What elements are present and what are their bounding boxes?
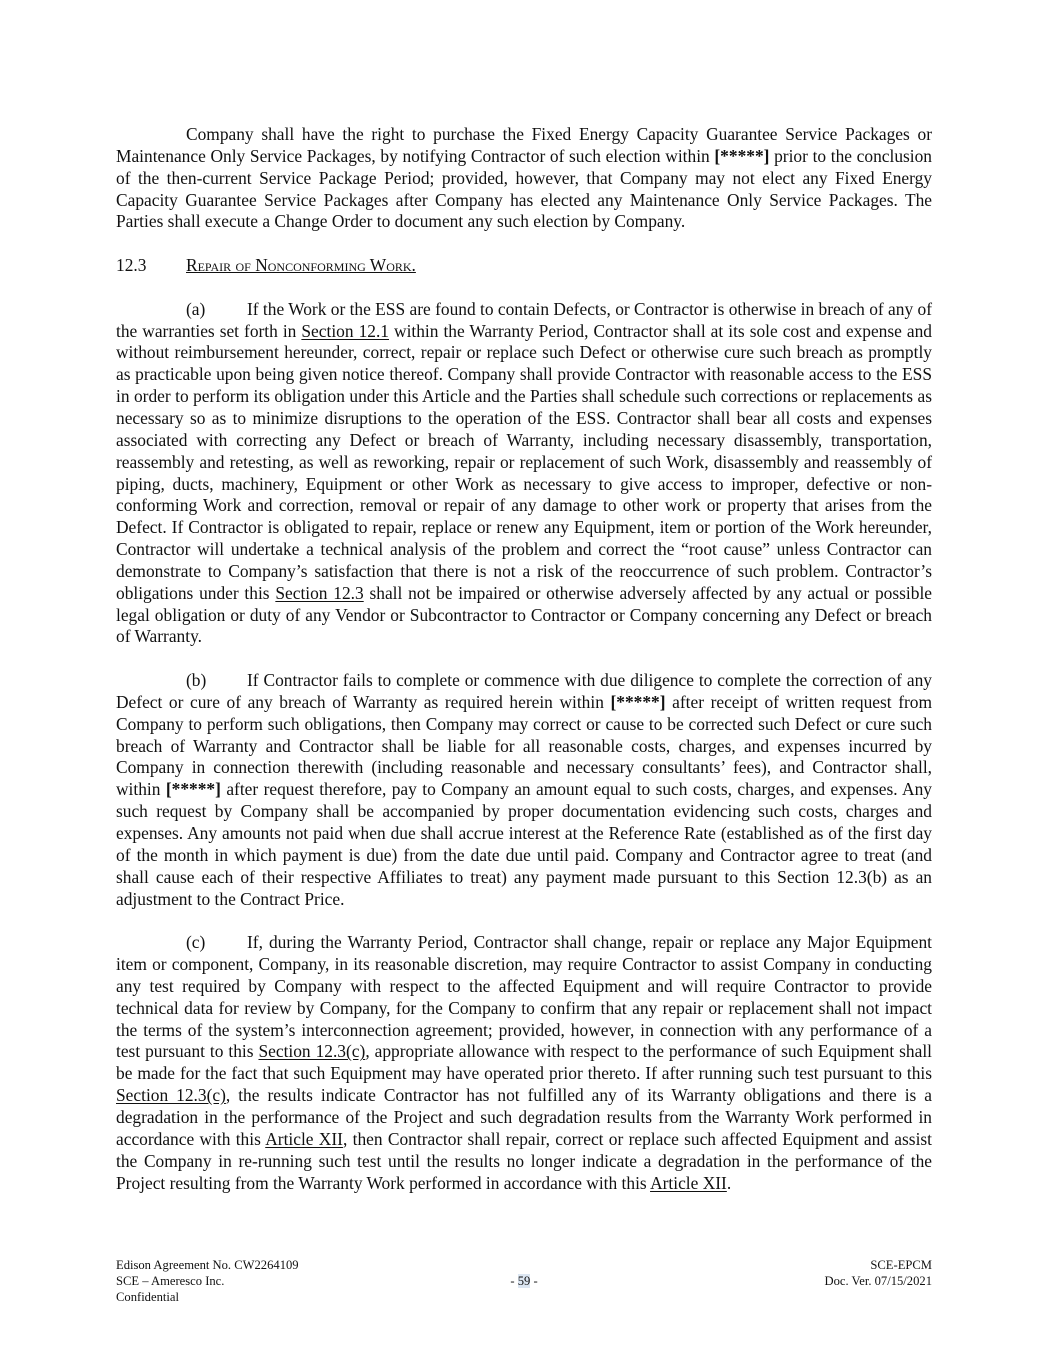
text-run: . <box>726 1172 732 1193</box>
text-run: Company shall have the right to purchase the Fixed Energy Capacity Guarantee Service Packages or Maintenance Only Service Packages, by notifying Contractor of such election within <box>116 124 932 166</box>
section-title: Repair of Nonconforming Work. <box>186 255 416 276</box>
subparagraph-label: (a) <box>186 298 206 319</box>
footer-right <box>824 1257 932 1289</box>
subparagraph-label: (c) <box>186 932 206 953</box>
parties: SCE – Ameresco Inc. <box>116 1274 225 1288</box>
page-suffix: - <box>530 1274 538 1288</box>
cross-reference-link[interactable]: Article XII <box>650 1172 727 1193</box>
cross-reference-link[interactable]: Article XII <box>265 1128 343 1149</box>
page-prefix: - <box>510 1274 518 1288</box>
redacted-term: [*****] <box>714 145 770 166</box>
document-code: SCE-EPCM <box>870 1258 932 1272</box>
confidential-label: Confidential <box>116 1290 179 1304</box>
text-run: If, during the Warranty Period, Contractor shall change, repair or replace any Major Equipment item or component, Company, in its reasonable discretion, may require Contractor to assist Company in conducting any test required by Company with respect to the affected Equipment and will require Contractor to provide technical data for review by Company, for the Company to confirm that any repair or replacement shall not impact the terms of the system’s interconnection agreement; provided, however, in connection with any performance of a test pursuant to this <box>116 932 932 1062</box>
section-heading <box>116 255 932 277</box>
text-run: within the Warranty Period, Contractor shall at its sole cost and expense and without reimbursement hereunder, correct, repair or replace such Defect or otherwise cure such breach as promptly as practicable upon being given notice thereof. Company shall provide Contractor with reasonable access to the ESS in order to perform its obligation under this Article and the Parties shall schedule such corrections or replacements as necessary so as to minimize disruptions to the operation of the ESS. Contractor shall bear all costs and expenses associated with correcting any Defect or breach of Warranty, including necessary disassembly, transportation, reassembly and retesting, as well as reworking, repair or replacement of such Work, disassembly and reassembly of piping, ducts, machinery, Equipment or other Work as necessary to give access to improper, defective or non-conforming Work and correction, removal or repair of any damage to other work or property that arises from the Defect. If Contractor is obligated to repair, replace or renew any Equipment, item or portion of the Work hereunder, Contractor will undertake a technical analysis of the problem and correct the “root cause” unless Contractor can demonstrate to Company’s satisfaction that there is not a risk of the reoccurrence of such problem. Contractor’s obligations under this <box>116 320 932 603</box>
text-run: after request therefore, pay to Company an amount equal to such costs, charges, and expenses. Any such request by Company shall be accompanied by proper documentation evidencing such costs, charges and expenses. Any amounts not paid when due shall accrue interest at the Reference Rate (established as of the first day of the month in which payment is due) from the date due until paid. Company and Contractor agree to treat (and shall cause each of their respective Affiliates to treat) any payment made pursuant to this Section 12.3(b) as an adjustment to the Contract Price. <box>116 779 932 909</box>
text-run: after receipt of written request from Company to perform such obligations, then Company may correct or cause to be corrected such Defect or cure such breach of Warranty and Contractor shall be liable for all reasonable costs, charges, and expenses incurred by Company in connection therewith (including reasonable and necessary consultants’ fees), and Contractor shall, within <box>116 691 932 800</box>
text-run: , then Contractor shall repair, correct or replace such affected Equipment and assist the Company in re-running such test until the results no longer indicate a degradation in the performance of the Project resulting from the Warranty Work performed in accordance with this <box>116 1128 932 1193</box>
text-run: , appropriate allowance with respect to the performance of such Equipment shall be made for the fact that such Equipment may have operated prior thereto. If after running such test pursuant to this <box>116 1041 932 1084</box>
document-body <box>116 124 932 1216</box>
text-run: shall not be impaired or otherwise adversely affected by any actual or possible legal obligation or duty of any Vendor or Subcontractor to Contractor or Company concerning any Defect or breach of Warranty. <box>116 582 932 647</box>
subparagraph-label: (b) <box>186 670 207 691</box>
section-number: 12.3 <box>116 255 147 276</box>
cross-reference-link[interactable]: Section 12.3(c) <box>258 1041 366 1062</box>
subparagraph-b <box>116 670 932 910</box>
redacted-term: [*****] <box>610 691 666 712</box>
redacted-term: [*****] <box>165 779 221 800</box>
page-number-value: 59 <box>517 1274 531 1288</box>
subparagraph-a <box>116 299 932 649</box>
document-version: Doc. Ver. 07/15/2021 <box>824 1274 932 1288</box>
text-run: , the results indicate Contractor has not fulfilled any of its Warranty obligations and there is a degradation in the performance of the Project and such degradation results from the Warranty Work performed in accordance with this <box>116 1085 932 1149</box>
agreement-number: Edison Agreement No. CW2264109 <box>116 1258 299 1272</box>
intro-paragraph <box>116 124 932 233</box>
cross-reference-link[interactable]: Section 12.1 <box>301 320 389 341</box>
text-run: prior to the conclusion of the then-current Service Package Period; provided, however, that Company may not elect any Fixed Energy Capacity Guarantee Service Packages after Company has elected any Maintenance Only Service Packages. The Parties shall execute a Change Order to document any such election by Company. <box>116 145 933 232</box>
text-run: If Contractor fails to complete or commence with due diligence to complete the correction of any Defect or cure of any breach of Warranty as required herein within <box>116 670 932 712</box>
text-run: If the Work or the ESS are found to contain Defects, or Contractor is otherwise in breach of any of the warranties set forth in <box>116 298 933 341</box>
cross-reference-link[interactable]: Section 12.3 <box>275 582 364 603</box>
cross-reference-link[interactable]: Section 12.3(c) <box>116 1085 226 1106</box>
subparagraph-c <box>116 932 932 1194</box>
page-number <box>116 1273 932 1289</box>
